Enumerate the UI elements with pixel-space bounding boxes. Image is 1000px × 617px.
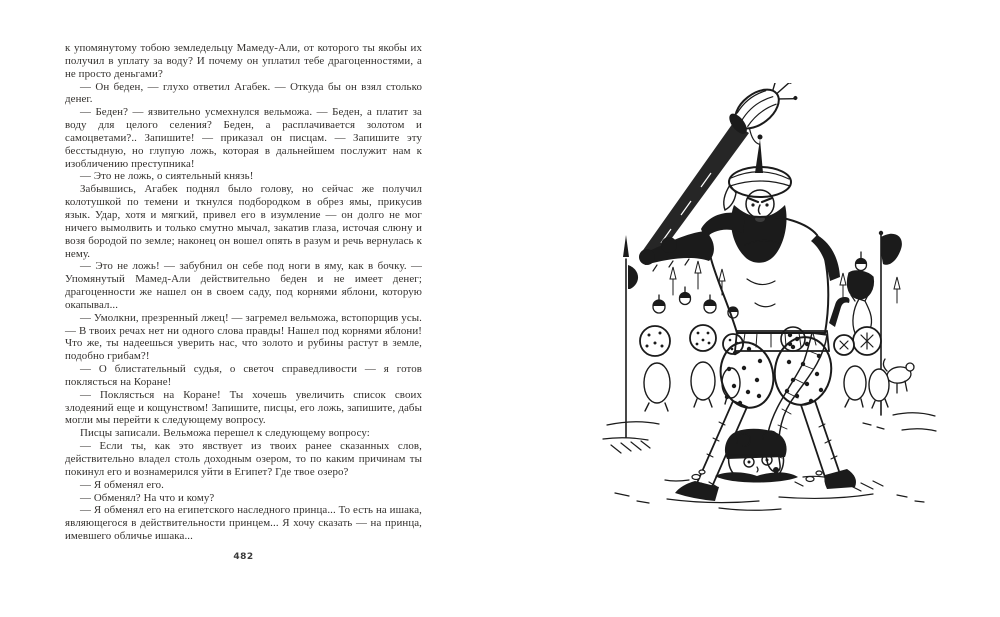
right-army-graphic	[834, 231, 914, 415]
text-paragraph: — Он беден, — глухо ответил Агабек. — Откуда бы он взял столько денег.	[65, 80, 422, 106]
text-paragraph: — О блистательный судья, о светоч справедливости — я готов поклясться на Коране!	[65, 363, 422, 388]
text-column	[65, 42, 422, 543]
text-paragraph: — Умолкни, презренный лжец! — загремел вельможа, встопорщив усы. — В твоих речах нет ни одного слова правды! Нашел под корнями яблони! Что же, ты надеешься уверить нас, что золото и рубины растут в земле, подобно грибам?!	[65, 311, 422, 363]
text-paragraph: Забывшись, Агабек поднял было голову, но сейчас же получил колотушкой по темени и ткнулся подбородком в обрез ямы, прикусив язык. Удар, хотя и мягкий, привел его в изумление — он долго не мог ничего вымолвить и только смутно мычал, закатив глаза, источая слюну и возя бородой по земле; наконец он вошел опять в разум и речь вернулась к нему.	[65, 183, 422, 260]
text-paragraph: — Если ты, как это явствует из твоих ранее сказанных слов, действительно владел столь доходным озером, то по каким причинам ты покинул его и вознамерился уйти в Египет? Где твое озеро?	[65, 440, 422, 478]
head-in-pit-graphic	[665, 429, 833, 488]
page-number: 482	[233, 552, 254, 562]
book-illustration	[597, 83, 959, 518]
text-paragraph: — Я обменял его.	[80, 478, 164, 491]
text-paragraph: — Обменял? На что и кому?	[80, 491, 215, 504]
text-paragraph: — Беден? — язвительно усмехнулся вельможа. — Беден, а платит за воду для целого селения? Беден, а расплачивается золотом и самоцветами?.. Запишите! — приказал он писцам. — Запишите эту бесстыдную, но глупую ложь, которая в дальнейшем послужит нам к изобличению преступника!	[65, 106, 422, 170]
left-army-graphic	[623, 235, 743, 437]
text-paragraph: — Это не ложь, о сиятельный князь!	[80, 170, 254, 183]
text-paragraph: Писцы записали. Вельможа перешел к следующему вопросу:	[80, 427, 370, 440]
text-paragraph: — Поклясться на Коране! Ты хочешь увеличить список своих злодеяний еще и кощунством! Запишите, писцы, его ложь, запишите, дабы могли мы перейти к следующему вопросу.	[65, 388, 422, 427]
text-paragraph: — Я обменял его на египетского наследного принца... То есть на ишака, являющегося в действительности принцем... Я хочу сказать — на принца, имевшего обличье ишака...	[65, 504, 422, 543]
text-paragraph: — Это не ложь! — забубнил он себе под ноги в яму, как в бочку. — Упомянутый Мамед-Али действительно беден и не имеет денег; драгоценности же нашел он в своем саду, под корнями яблони, которую окапывал...	[65, 260, 422, 311]
text-paragraph: к упомянутому тобою земледельцу Мамеду-Али, от которого ты якобы их получил в уплату за воду? И почему он уплатил тебе драгоценностями, а не просто деньгами?	[65, 42, 422, 80]
